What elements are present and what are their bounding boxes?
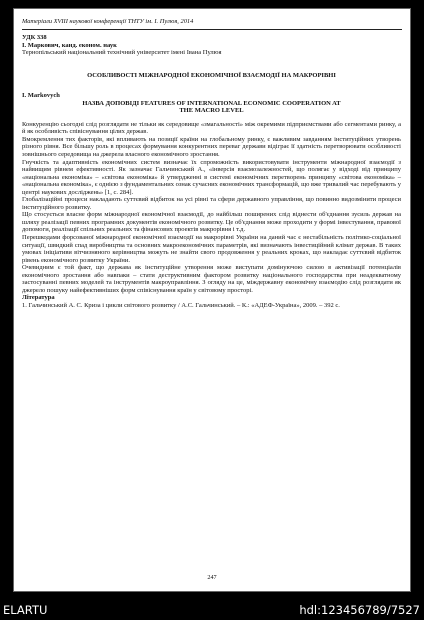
- paragraph: Очевидним є той факт, що держава як інституційне утворення може виступати домінуючою силою в активізації потенціалів економічного зростання або навпаки – стати деструктивним фактором розвитку національного господарства при неадекватному застосуванні певних моделей та інструментів макроуправління. З огляду на це, міждержавну економічну взаємодію слід розглядати як джерело пошуку найефективніших форм співіснування країн у світовому просторі.: [22, 264, 401, 294]
- footer-bar: [0, 601, 424, 620]
- paragraph: Що стосується власне форм міжнародної економічної взаємодії, до найбільш поширених слід віднести об'єднання зусиль держав на шляху реалізації певних програмних документів економічного розвитку. Це об'єднання може проходити у формі інвестування, правової допомоги, реалізації спільних реальних та фінансових проектів макрорівня і т.д.: [22, 211, 401, 234]
- handle-id: hdl:123456789/7527: [299, 603, 420, 617]
- paragraph: Конкуренцію сьогодні слід розглядати не тільки як середовище «змагальності» між окремими підприємствами або сегментами ринку, а й як особливість співіснування цілих держав.: [22, 120, 401, 136]
- udk-code: УДК 338: [22, 34, 47, 41]
- article-body: [22, 34, 401, 310]
- header-divider: [22, 29, 402, 30]
- author-name: І. Маркович, канд. економ. наук: [22, 41, 117, 49]
- author-affiliation: Тернопільський національний технічний університет імені Івана Пулюя: [22, 49, 222, 57]
- article-title: ОСОБЛИВОСТІ МІЖНАРОДНОЇ ЕКОНОМІЧНОЇ ВЗАЄМОДІЇ НА МАКРОРІВНІ: [87, 71, 336, 79]
- paragraph: Вмокремлення тих факторів, які впливають на позиції країни на глобальному ринку, є важливим завданням інституційних утворень різного рівня. Все більшу роль в процесах формування конкурентних переваг держави відіграє її здатність перетворювати особливості зовнішнього середовища на джерела власного економічного зростання.: [22, 135, 401, 159]
- page-number: 247: [207, 574, 217, 581]
- reference-item: 1. Гальчинський А. С. Криза і цикли світового розвитку / А.С. Гальчинський. – К.: «АДЕФ-Україна», 2009. – 392 с.: [22, 301, 340, 309]
- paragraph: Глобалізаційні процеси накладають суттєвий відбиток на усі рівні та сфери державного управління, що повинно видозмінити процеси інституційного розвитку.: [22, 196, 401, 211]
- author-name-english: I. Markovych: [22, 92, 60, 100]
- repository-name: ELARTU: [3, 603, 48, 617]
- running-header: Матеріали XVIII наукової конференції ТНТУ ім. І. Пулюя, 2014: [22, 18, 194, 25]
- document-page: [13, 8, 411, 592]
- article-title-english: НАЗВА ДОПОВІДІ FEATURES OF INTERNATIONAL ECONOMIC COOPERATION AT THE MACRO LEVEL: [82, 99, 341, 115]
- literature-heading: Література: [22, 294, 55, 302]
- paragraph: Гнучкість та адаптивність економічних систем визначає їх спроможність використовувати інструменти міжнародної взаємодії з найвищим рівнем ефективності. Як зазначає Гальчинський А., «інверсія взаємозалежностей, що полягає у відході від принципу «національна економіка» – «світова економіка» й утвердженні в системі економічних перетворень принципу «світова економіка» – «національна економіка», є однією з фундаментальних ознак сучасних економічних трансформацій, що вже тривалий час перебувають у центрі наукових досліджень» [1, с. 284].: [22, 158, 401, 196]
- paragraph: Перешкодами форсованої міжнародної економічної взаємодії на макрорівні України на даний час є нестабільність політико-соціальної ситуації, швидкий спад виробництва та основних макроекономічних параметрів, які визначають інвестиційний клімат держав. В таких умовах ініціативи вітчизняного керівництва можуть не знайти свого продовження у реальних кроках, що накладає суттєвий відбиток рівень економічного розвитку України.: [22, 234, 401, 264]
